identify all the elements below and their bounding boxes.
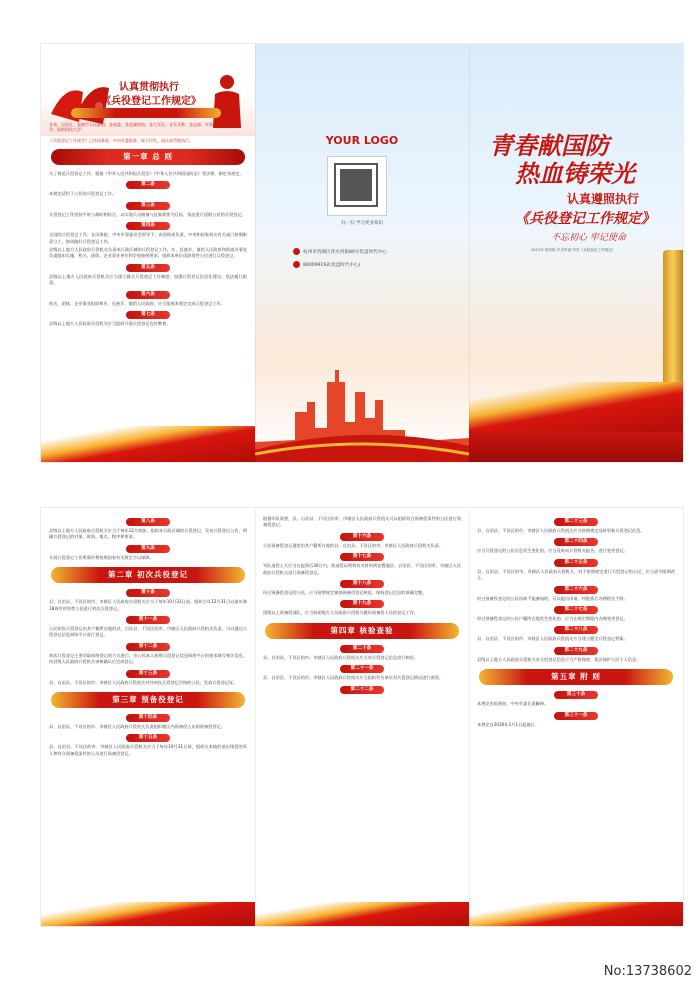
paragraph: 县、自治县、不设区的市、市辖区人民政府兵役机关对经初次兵役登记合格的公民，发放兵役登记证。 — [49, 679, 238, 685]
intro-text: 各省、自治区、直辖市人民政府，各部委、各直属机构，各大军区、各军兵种、各总部、军事科学院、国防大学、国防科技大学： — [49, 122, 241, 132]
article-label: 第六条 — [126, 291, 170, 299]
panel-inner-col3 — [469, 508, 683, 926]
cover-bottom-band — [469, 432, 683, 462]
article-label: 第二十一条 — [340, 665, 384, 673]
header-banner — [41, 44, 255, 136]
paragraph: 县、自治县、不设区的市、市辖区人民政府兵役机关应当对兵役登记信息进行核验。 — [263, 654, 418, 660]
cover-small-text: 2021年 国务院 中央军委 印发《兵役登记工作规定》 — [531, 248, 616, 252]
fold-line — [255, 508, 256, 926]
panel-back-cover — [255, 44, 469, 462]
chapter-three-heading: 第三章 预备役登记 — [51, 692, 245, 708]
qr-code-inner — [336, 165, 376, 205]
article-label: 第二十四条 — [554, 538, 598, 546]
paragraph: 本规定由国务院、中央军委负责解释。 — [477, 701, 549, 707]
article-label: 第八条 — [126, 518, 170, 526]
article-label: 第二十六条 — [554, 586, 598, 594]
article-label: 第十条 — [126, 589, 170, 597]
panel-inner-col2 — [255, 508, 469, 926]
logo-text: YOUR LOGO — [325, 134, 399, 147]
paragraph: 军队退役士兵应当在报到后30日内，持退役证明和有关材料到安置地县、自治县、不设区的市、市辖区人民政府兵役机关进行预备役登记。 — [263, 563, 461, 575]
chapter-four-heading: 第四章 核验查验 — [265, 623, 459, 639]
article-label: 第十六条 — [340, 533, 384, 541]
article-label: 第二十八条 — [554, 626, 598, 634]
paragraph: 县、自治县、不设区的市、市辖区人民政府兵役机关应当于每年10月31日前，组织在本地的退出现役的军人和符合预备役条件的人员进行预备役登记。 — [49, 744, 247, 756]
paragraph: 县级以上地方人民政府兵役机关负责本行政区域的兵役登记工作，乡、民族乡、镇的人民政府和街道办事处负责组织实施，机关、团体、企业事业单位和学校按照要求，组织本单位适龄男性公民进行兵役登记。 — [49, 247, 247, 259]
city-skyline-illustration — [255, 342, 469, 462]
qr-caption: 扫一扫 学习更多知识 — [341, 221, 383, 226]
article-label: 第十二条 — [126, 643, 170, 651]
paragraph: 兵役登记工作坚持平时与战时相结合，以实现兵员储备与征集需要为目标，依法进行适龄公民的兵役登记。 — [49, 211, 246, 217]
slogan-line1: 青春献国防 — [489, 132, 609, 160]
phone-text: 800099192(优盘时代中心) — [303, 262, 361, 268]
title-ribbon — [71, 108, 221, 118]
chapter-one-heading: 第一章 总 则 — [51, 149, 245, 165]
article-label: 第三十一条 — [554, 712, 598, 720]
paragraph: 县、自治县、不设区的市、市辖区人民政府兵役机关，对不按照规定进行兵役登记的公民，应当责令限期改正。 — [477, 568, 675, 581]
slogan-line2: 热血铸荣光 — [515, 160, 635, 188]
paragraph: 机关、团体、企业事业组织和乡、民族乡、镇的人民政府，应当依照本规定完成兵役登记工作。 — [49, 300, 225, 306]
brochure-outer-sheet — [41, 44, 683, 462]
paragraph: 经过预备役登记的公民因故不能参加的，可以提出申请，经批准后办理相关手续。 — [477, 595, 628, 601]
paragraph: 本规定适用于公民的兵役登记工作。 — [49, 191, 117, 197]
contact-block — [293, 248, 387, 268]
article-label: 第十九条 — [340, 600, 384, 608]
paragraph: 县、自治县、不设区的市、市辖区人民政府兵役机关负责组织辖区内预备役人员的预备役登记。 — [49, 724, 225, 730]
article-label: 第十八条 — [340, 580, 384, 588]
article-label: 第三条 — [126, 202, 170, 210]
panel-inner-col1 — [41, 508, 255, 926]
subtitle-line1: 认真遵照执行 — [567, 192, 640, 206]
article-label: 第二十九条 — [554, 647, 598, 655]
article-label: 第二十条 — [340, 645, 384, 653]
paragraph: 县、自治县、不设区的市、市辖区人民政府兵役机关应当组织有关单位对兵役登记情况进行查验。 — [263, 675, 444, 681]
article-label: 第十三条 — [126, 670, 170, 678]
fold-line — [469, 508, 470, 926]
paragraph: 县、自治县、不设区的市、市辖区人民政府兵役机关应当按照规定及时更新兵役登记信息。 — [477, 528, 645, 533]
address-text: 杭州市西湖区萍水西街80号优盘时代中心 — [303, 249, 387, 255]
red-wave-decoration — [469, 382, 683, 432]
paragraph: 公民初次兵役登记由其户籍所在地的县、自治县、不设区的市、市辖区人民政府兵役机关负责，可以通过兵役登记信息网络平台进行登记。 — [49, 626, 247, 638]
paragraph: 经过预备役登记的公民，应当按照规定参加预备役登记核验，保持登记信息的准确完整。 — [263, 590, 427, 596]
article-label: 第九条 — [126, 545, 170, 553]
article-label: 第二十七条 — [554, 606, 598, 614]
image-number-watermark: No:13738602 — [603, 964, 692, 979]
qr-code — [327, 156, 387, 216]
paragraph: 全国的兵役登记工作，在国务院、中央军事委员会领导下，由国防部负责，中央和国家机关有关部门按照职责分工，协同做好兵役登记工作。 — [49, 232, 247, 244]
paragraph: 县级以上地方人民政府兵役机关应当组织开展兵役登记宣传教育。 — [49, 321, 171, 327]
article-label: 第四条 — [126, 222, 170, 230]
soldier-silhouette-icon — [207, 72, 247, 128]
paragraph: 县级以上地方人民政府兵役机关对兵役登记信息应当严格保密，依法保护公民个人信息。 — [477, 656, 641, 662]
chapter-two-heading: 第二章 初次兵役登记 — [51, 567, 245, 583]
paragraph: 经过预备役登记的公民户籍所在地发生变化的，应当在规定期限内办理变更登记。 — [477, 616, 628, 622]
red-wave-decoration — [41, 902, 255, 926]
article-label: 第十七条 — [340, 553, 384, 561]
paragraph: 县级以上地方人民政府兵役机关应当于每年12月底前，组织本行政区域的兵役登记，发布兵役登记公告，明确兵役登记的对象、时间、地点、程序和要求。 — [49, 528, 247, 540]
inner-title-line2: 《兵役登记工作规定》 — [101, 96, 201, 107]
article-label: 第五条 — [126, 264, 170, 272]
phone-icon — [293, 261, 300, 268]
script-line: 不忘初心 牢记使命 — [551, 233, 626, 243]
article-label: 第二十二条 — [340, 686, 384, 694]
brochure-inner-sheet — [41, 508, 683, 926]
fold-line — [469, 44, 470, 462]
panel-front-cover — [469, 44, 683, 462]
subtitle-line2: 《兵役登记工作规定》 — [515, 211, 655, 227]
article-label: 第十五条 — [126, 734, 170, 742]
article-label: 第二十五条 — [554, 559, 598, 567]
fold-line — [255, 44, 256, 462]
red-wave-decoration — [469, 902, 683, 926]
inner-title-line1: 认真贯彻执行 — [119, 82, 179, 93]
red-wave-decoration — [255, 902, 469, 926]
paragraph: 县级以上地方人民政府兵役机关应当建立健全兵役登记工作制度，加强兵役登记信息化建设，依法履行职责。 — [49, 273, 247, 286]
article-label: 第十一条 — [126, 616, 170, 624]
paragraph: 团级以上预备役部队，应当协助地方人民政府兵役机关做好预备役人员的登记工作。 — [263, 610, 418, 616]
panel-chapter-one — [41, 44, 255, 462]
paragraph: 县、自治县、不设区的市、市辖区人民政府兵役机关应当建立健全兵役登记档案。 — [477, 636, 628, 642]
paragraph: 公民预备役登记通常由其户籍所在地的县、自治县、不设区的市、市辖区人民政府兵役机关负责。 — [263, 542, 444, 548]
article-label: 第七条 — [126, 311, 170, 319]
paragraph: 县、自治县、不设区的市、市辖区人民政府兵役机关应当于每年10月31日前，组织当年12月31日以前年满18周岁的男性公民进行初次兵役登记。 — [49, 599, 247, 611]
paragraph: 应当兵役登记的公民信息发生变化的，应当及时向兵役机关报告，进行变更登记。 — [477, 548, 628, 554]
paragraph: 为了规范兵役登记工作，根据《中华人民共和国兵役法》《中华人民共和国国防法》等法律，制定本规定。 — [49, 171, 244, 176]
paragraph: 根据军队需要，县、自治县、不设区的市、市辖区人民政府兵役机关可以组织符合预备役条件的公民进行预备役登记。 — [263, 516, 461, 528]
chapter-one-content — [41, 171, 255, 327]
article-label: 第三十条 — [554, 691, 598, 699]
red-wave-decoration — [41, 426, 255, 462]
paragraph: 开展兵役登记工作所需经费按照国家有关规定予以保障。 — [49, 554, 154, 560]
paragraph: 本规定自2026年1月1日起施行。 — [477, 721, 540, 727]
column-monument — [663, 250, 683, 390]
intro-text-2: 《兵役登记工作规定》已经国务院、中央军委批准，现予印发，请认真贯彻执行。 — [49, 138, 193, 143]
article-label: 第十四条 — [126, 714, 170, 722]
chapter-five-heading: 第五章 附 则 — [479, 669, 673, 685]
location-pin-icon — [293, 248, 300, 255]
paragraph: 初次兵役登记主要采取网络登记的方式进行，由公民本人按照兵役登记信息网络平台的要求填写相关信息，经县级人民政府兵役机关审核确认后完成登记。 — [49, 652, 247, 665]
article-label: 第二条 — [126, 181, 170, 189]
article-label: 第二十三条 — [554, 518, 598, 526]
